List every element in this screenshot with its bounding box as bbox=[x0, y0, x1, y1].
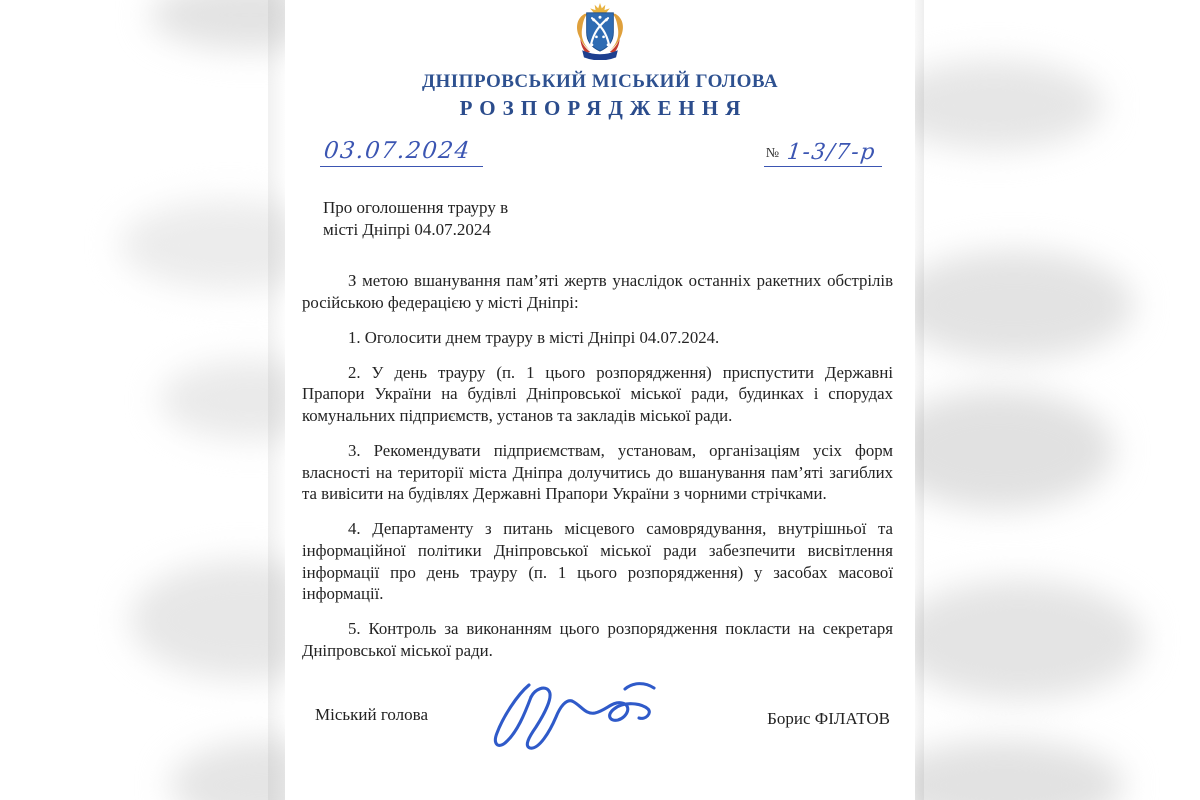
signatory-title: Міський голова bbox=[315, 705, 428, 725]
signatory-name: Борис ФІЛАТОВ bbox=[767, 709, 890, 729]
filatov-handwritten-signature-icon bbox=[473, 679, 708, 751]
blurred-left-margin bbox=[0, 0, 286, 800]
item-4: 4. Департаменту з питань місцевого самоврядування, внутрішньої та інформаційної політики Дніпровської міської ради забезпечити висвітлення інформації про день трауру (п. 1 цього розпорядження) у засобах масової інформації. bbox=[302, 519, 893, 604]
item-1: 1. Оголосити днем трауру в місті Дніпрі 04.07.2024. bbox=[348, 327, 720, 347]
document-number bbox=[764, 140, 882, 167]
intro-paragraph: З метою вшанування пам’яті жертв унаслідок останніх ракетних обстрілів російською федерацією у місті Дніпрі: bbox=[302, 271, 893, 312]
item-2: 2. У день трауру (п. 1 цього розпорядження) приспустити Державні Прапори України на будівлі Дніпровської міської ради, будинках і спорудах комунальних підприємств, установ та закладів міської ради. bbox=[302, 362, 893, 425]
date-and-number-row bbox=[285, 138, 915, 172]
dnipro-city-coat-of-arms-icon bbox=[573, 3, 627, 60]
signature-block bbox=[315, 677, 890, 749]
number-sign-label: № bbox=[765, 146, 780, 161]
subject-line-2: місті Дніпрі 04.07.2024 bbox=[323, 220, 491, 239]
decree-body bbox=[302, 270, 893, 661]
handwritten-number: 1-3/7-р bbox=[785, 140, 878, 165]
subject-line-1: Про оголошення трауру в bbox=[323, 198, 509, 217]
decree-document bbox=[285, 0, 915, 800]
blurred-right-margin bbox=[914, 0, 1200, 800]
subject-block bbox=[323, 197, 915, 241]
handwritten-date: 03.07.2024 bbox=[320, 138, 483, 167]
item-3: 3. Рекомендувати підприємствам, установам, організаціям усіх форм власності на території міста Дніпра долучитись до вшанування пам’яті загиблих та вивісити на будівлях Державні Прапори України з чорними стрічками. bbox=[302, 441, 893, 504]
item-5: 5. Контроль за виконанням цього розпорядження покласти на секретаря Дніпровської міської ради. bbox=[302, 619, 893, 660]
document-type-heading: РОЗПОРЯДЖЕННЯ bbox=[459, 96, 748, 120]
issuing-authority-title: ДНІПРОВСЬКИЙ МІСЬКИЙ ГОЛОВА bbox=[421, 71, 779, 92]
